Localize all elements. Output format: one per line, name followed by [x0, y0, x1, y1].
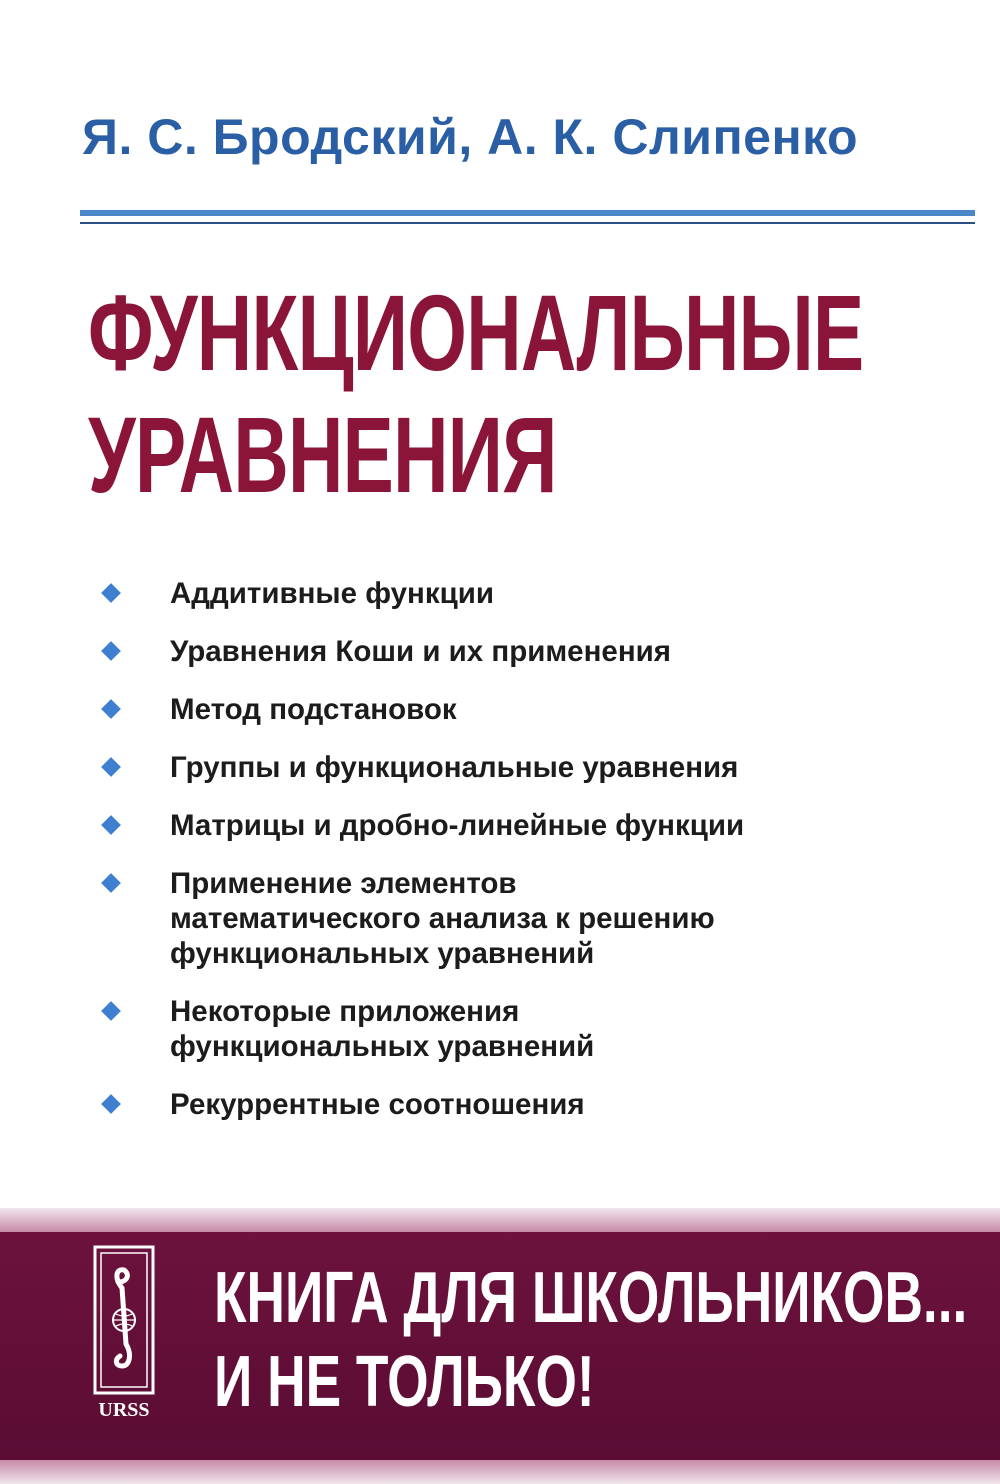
diamond-bullet-icon [101, 583, 121, 603]
topic-text: Уравнения Коши и их применения [170, 635, 671, 668]
topic-item [102, 692, 962, 727]
diamond-bullet-icon [101, 699, 121, 719]
topic-text: математического анализа к решению [170, 902, 715, 935]
band-gradient-top [0, 1208, 1000, 1232]
topic-text: Матрицы и дробно-линейные функции [170, 809, 745, 842]
topic-text: функциональных уравнений [170, 937, 595, 970]
topics-list [102, 576, 962, 1145]
diamond-bullet-icon [101, 641, 121, 661]
topic-item [102, 576, 962, 611]
series-slogan [214, 1256, 967, 1424]
divider-thin [80, 222, 975, 224]
diamond-bullet-icon [101, 815, 121, 835]
book-title [88, 272, 863, 516]
series-slogan-line1: КНИГА ДЛЯ ШКОЛЬНИКОВ... [214, 1258, 968, 1338]
topic-item [102, 994, 962, 1064]
diamond-bullet-icon [101, 1001, 121, 1021]
topic-item [102, 808, 962, 843]
book-title-line1: ФУНКЦИОНАЛЬНЫЕ [88, 272, 864, 393]
series-slogan-line2: И НЕ ТОЛЬКО! [214, 1342, 595, 1422]
topic-item [102, 866, 962, 971]
topic-text: функциональных уравнений [170, 1030, 595, 1063]
topic-text: Рекуррентные соотношения [170, 1088, 585, 1121]
band-gradient-bottom [0, 1460, 1000, 1484]
diamond-bullet-icon [101, 757, 121, 777]
topic-text: Метод подстановок [170, 693, 457, 726]
diamond-bullet-icon [101, 873, 121, 893]
topic-text: Группы и функциональные уравнения [170, 751, 739, 784]
authors: Я. С. Бродский, А. К. Слипенко [82, 109, 859, 165]
book-title-line2: УРАВНЕНИЯ [88, 394, 557, 515]
svg-text:URSS: URSS [98, 1399, 150, 1421]
topic-text: Аддитивные функции [170, 577, 495, 610]
topic-text: Применение элементов [170, 867, 517, 900]
divider-thick [80, 210, 975, 216]
topic-text: Некоторые приложения [170, 995, 520, 1028]
urss-logo-icon [92, 1244, 156, 1424]
diamond-bullet-icon [101, 1094, 121, 1114]
topic-item [102, 750, 962, 785]
topic-item [102, 634, 962, 669]
topic-item [102, 1087, 962, 1122]
